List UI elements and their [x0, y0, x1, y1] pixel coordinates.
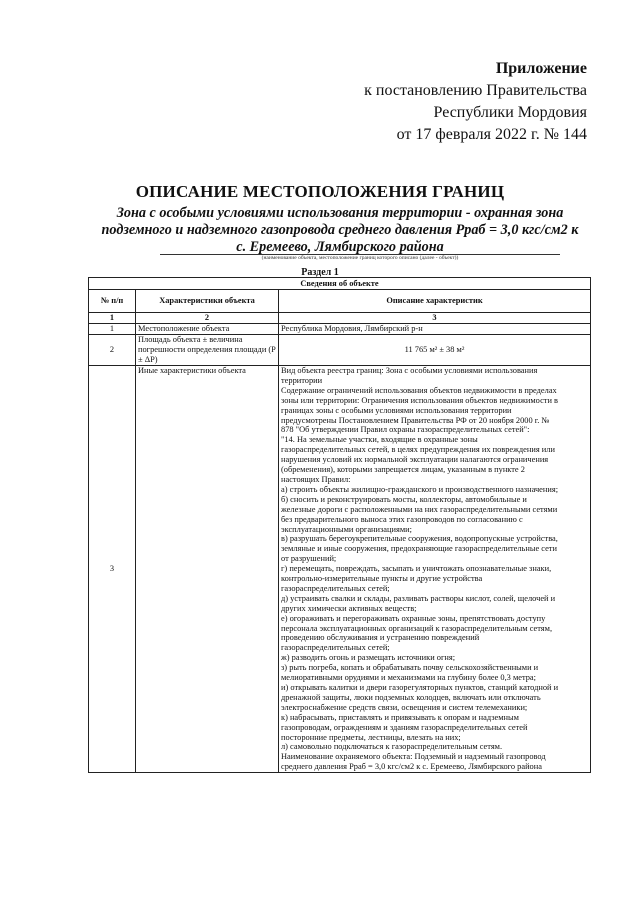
description-line: газораспределительных сетей, в целях предупреждения их повреждения или — [281, 445, 555, 455]
row-description — [279, 366, 591, 773]
row-description: Республика Мордовия, Лямбирский р-н — [279, 324, 591, 335]
subtitle-caption: (наименование объекта, местоположение границ которого описано (далее - объект)) — [261, 255, 459, 261]
header-line-2: к постановлению Правительства — [364, 82, 587, 99]
table-title-row — [89, 278, 591, 290]
description-line: (обременения), которыми запрещается лицам, указанным в пункте 2 — [281, 465, 525, 475]
description-line: Содержание ограничений использования объектов недвижимости в пределах — [281, 385, 557, 395]
index-cell: 2 — [136, 313, 279, 324]
description-line: настоящих Правил: — [281, 474, 351, 484]
description-line: к) набрасывать, приставлять и привязывать к опорам и надземным — [281, 712, 519, 722]
description-line: предусмотрены Постановлением Правительства РФ от 20 ноября 2000 г. № — [281, 415, 550, 425]
section-label: Раздел 1 — [301, 267, 339, 278]
description-line: 878 "Об утверждении Правил охраны газораспределительных сетей": — [281, 425, 530, 435]
table-row — [89, 324, 591, 335]
description-line: без предварительного выноса этих газопроводов по согласованию с — [281, 514, 523, 524]
description-line: территории — [281, 375, 323, 385]
description-line: Наименование охраняемого объекта: Подземный и надземный газопровод — [281, 752, 546, 762]
description-line: а) строить объекты жилищно-гражданского и производственного назначения; — [281, 484, 559, 494]
description-line: проведению обслуживания и устранению повреждений — [281, 633, 480, 643]
header-line-3: Республики Мордовия — [433, 104, 587, 121]
row-number: 1 — [89, 324, 136, 335]
header-line-4: от 17 февраля 2022 г. № 144 — [396, 126, 587, 143]
row-characteristic: Иные характеристики объекта — [136, 366, 279, 773]
appendix-label: Приложение — [495, 60, 587, 77]
table-index-row — [89, 313, 591, 324]
description-line: ж) разводить огонь и размещать источники огня; — [281, 653, 456, 663]
description-line: газораспределительных сетей; — [281, 643, 390, 653]
description-line: д) устраивать свалки и склады, разливать растворы кислот, солей, щелочей и — [281, 593, 556, 603]
row-characteristic: Местоположение объекта — [136, 324, 279, 335]
description-line: персонала эксплуатационных организаций к газораспределительным сетям, — [281, 623, 553, 633]
description-line: мелиоративными орудиями и механизмами на глубину более 0,3 метра; — [281, 673, 536, 683]
description-line: дренажной защиты, люки подземных колодцев, включать или отключать — [281, 692, 541, 702]
document-subtitle — [100, 205, 580, 256]
table-title: Сведения об объекте — [89, 278, 591, 290]
description-line: среднего давления Рраб = 3,0 кгс/см2 к с. Еремеево, Лямбирского района — [281, 762, 542, 772]
header-description: Описание характеристик — [279, 290, 591, 313]
table-row — [89, 335, 591, 366]
description-line: нарушения условий их нормальной эксплуатации налагаются ограничения — [281, 455, 549, 465]
description-line: эксплуатационными организациями; — [281, 524, 412, 534]
row-number: 3 — [89, 366, 136, 773]
description-line: других химически активных веществ; — [281, 603, 417, 613]
description-line: контрольно-измерительные пункты и другие устройства — [281, 574, 483, 584]
row-description: 11 765 м² ± 38 м² — [279, 335, 591, 366]
description-line: электроснабжение средств связи, освещения и систем телемеханики; — [281, 702, 528, 712]
row-characteristic: Площадь объекта ± величина погрешности определения площади (P ± ΔP) — [136, 335, 279, 366]
header-num: № п/п — [89, 290, 136, 313]
subtitle-line-2: подземного и надземного газопровода среднего давления Рраб = 3,0 кгс/см2 к — [101, 222, 579, 238]
description-line: от разрушений; — [281, 554, 337, 564]
description-line: границах зоны с особыми условиями использования территории — [281, 405, 512, 415]
description-line: железные дороги с расположенными на них газораспределительными сетями — [281, 504, 558, 514]
table-row — [89, 366, 591, 773]
description-line: з) рыть погреба, копать и обрабатывать почву сельскохозяйственными и — [281, 663, 539, 673]
description-line: зоны или территории: Ограничения использования объектов недвижимости в — [281, 395, 558, 405]
index-cell: 1 — [89, 313, 136, 324]
row-number: 2 — [89, 335, 136, 366]
description-line: л) самовольно подключаться к газораспределительным сетям. — [281, 742, 503, 752]
index-cell: 3 — [279, 313, 591, 324]
object-info-table — [88, 277, 591, 773]
description-line: газопроводам, ограждениям и зданиям газораспределительных сетей — [281, 722, 528, 732]
description-line: посторонние предметы, лестницы, влезать на них; — [281, 732, 461, 742]
description-line: "14. На земельные участки, входящие в охранные зоны — [281, 435, 478, 445]
description-line: е) огораживать и перегораживать охранные зоны, препятствовать доступу — [281, 613, 546, 623]
description-line: в) разрушать берегоукрепительные сооружения, водопропускные устройства, — [281, 534, 558, 544]
description-line: Вид объекта реестра границ: Зона с особыми условиями использования — [281, 366, 538, 375]
description-line: и) открывать калитки и двери газорегуляторных пунктов, станций катодной и — [281, 683, 559, 692]
header-characteristic: Характеристики объекта — [136, 290, 279, 313]
document-title: ОПИСАНИЕ МЕСТОПОЛОЖЕНИЯ ГРАНИЦ — [135, 182, 505, 201]
description-line: земляные и иные сооружения, предохраняющие газораспределительные сети — [281, 544, 557, 554]
description-line: г) перемещать, повреждать, засыпать и уничтожать опознавательные знаки, — [281, 564, 552, 574]
subtitle-line-1: Зона с особыми условиями использования территории - охранная зона — [116, 205, 564, 221]
description-line: б) сносить и реконструировать мосты, коллекторы, автомобильные и — [281, 494, 527, 504]
document-header — [364, 58, 587, 146]
table-header-row — [89, 290, 591, 313]
description-line: газораспределительных сетей; — [281, 583, 390, 593]
subtitle-line-3: с. Еремеево, Лямбирского района — [236, 239, 444, 255]
